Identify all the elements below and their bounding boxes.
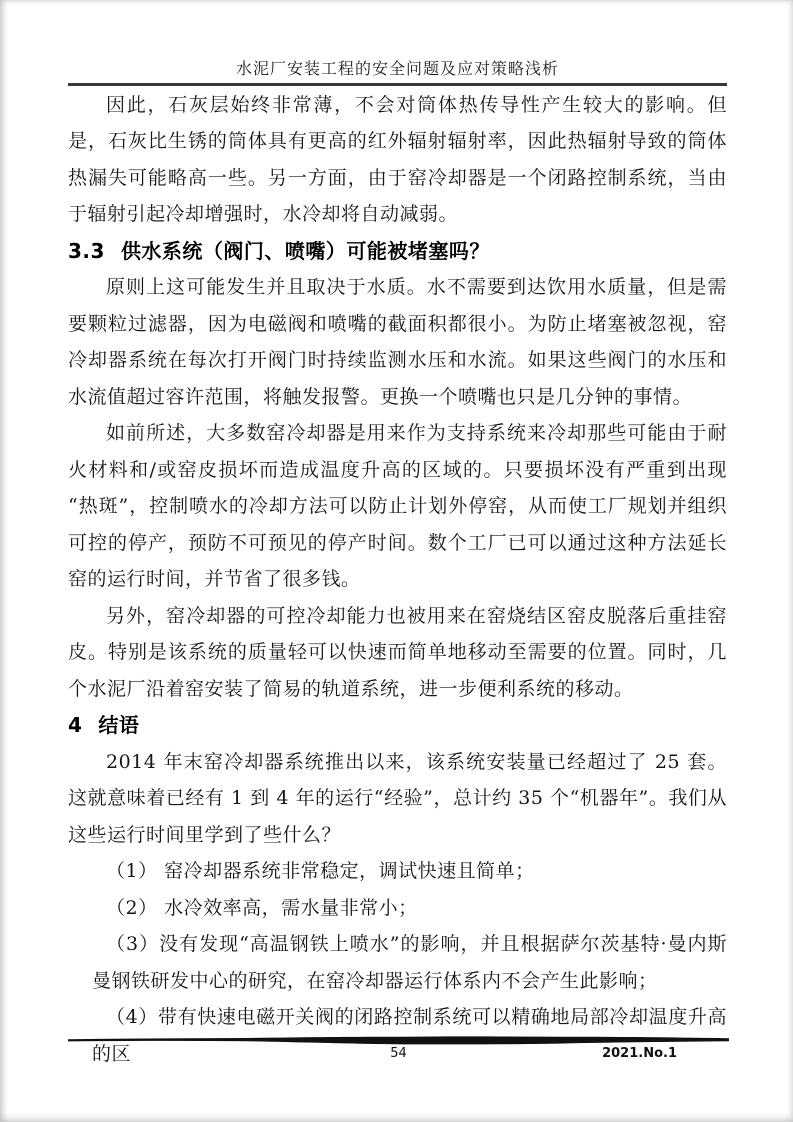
section-heading-3-3	[68, 233, 727, 270]
section-number: 3.3	[68, 238, 105, 263]
section-title: 供水系统（阀门、喷嘴）可能被堵塞吗？	[120, 238, 490, 263]
paragraph-5: 2014 年末窑冷却器系统推出以来，该系统安装量已经超过了 25 套。这就意味着已经有 1 到 4 年的运行“经验”，总计约 35 个“机器年”。我们从这些运行时间里学到了些什么？	[68, 750, 727, 846]
footer-rule	[68, 1035, 729, 1045]
paragraph-4: 另外，窑冷却器的可控冷却能力也被用来在窑烧结区窑皮脱落后重挂窑皮。特别是该系统的质量轻可以快速而简单地移动至需要的位置。同时，几个水泥厂沿着窑安装了简易的轨道系统，进一步便利系统的移动。	[68, 604, 727, 700]
list-item-3: （3）没有发现“高温钢铁上喷水”的影响，并且根据萨尔茨基特·曼内斯曼钢铁研发中心的研究，在窑冷却器运行体系内不会产生此影响；	[92, 933, 727, 992]
section-heading-4	[68, 707, 727, 744]
list-item-1: （1） 窑冷却器系统非常稳定，调试快速且简单；	[106, 860, 535, 882]
page-header	[0, 0, 793, 86]
page-number: 54	[390, 1046, 407, 1061]
issue-label: 2021.No.1	[602, 1046, 677, 1061]
list-item-4: （4）带有快速电磁开关阀的闭路控制系统可以精确地局部冷却温度升高的区	[92, 1006, 727, 1065]
section-number: 4	[68, 713, 83, 737]
section-title: 结语	[98, 713, 140, 737]
list-item-2: （2） 水冷效率高，需水量非常小；	[106, 896, 418, 919]
paragraph-1: 因此，石灰层始终非常薄，不会对筒体热传导性产生较大的影响。但是，石灰比生锈的筒体具有更高的红外辐射辐射率，因此热辐射导致的筒体热漏失可能略高一些。另一方面，由于窑冷却器是一个闭路控制系统，当由于辐射引起冷却增强时，水冷却将自动减弱。	[68, 93, 727, 225]
running-title: 水泥厂安装工程的安全问题及应对策略浅析	[235, 59, 559, 78]
footer-text-row	[68, 1046, 729, 1062]
paragraph-3: 如前所述，大多数窑冷却器是用来作为支持系统来冷却那些可能由于耐火材料和/或窑皮损坏而造成温度升高的区域的。只要损坏没有严重到出现“热斑”，控制喷水的冷却方法可以防止计划外停窑，从而使工厂规划并组织可控的停产，预防不可预见的停产时间。数个工厂已可以通过这种方法延长窑的运行时间，并节省了很多钱。	[68, 422, 727, 590]
paragraph-2: 原则上这可能发生并且取决于水质。水不需要到达饮用水质量，但是需要颗粒过滤器，因为电磁阀和喷嘴的截面积都很小。为防止堵塞被忽视，窑冷却器系统在每次打开阀门时持续监测水压和水流。如果这些阀门的水压和水流值超过容许范围，将触发报警。更换一个喷嘴也只是几分钟的事情。	[68, 276, 727, 408]
page-body	[0, 86, 793, 1073]
page-footer	[68, 1035, 729, 1062]
